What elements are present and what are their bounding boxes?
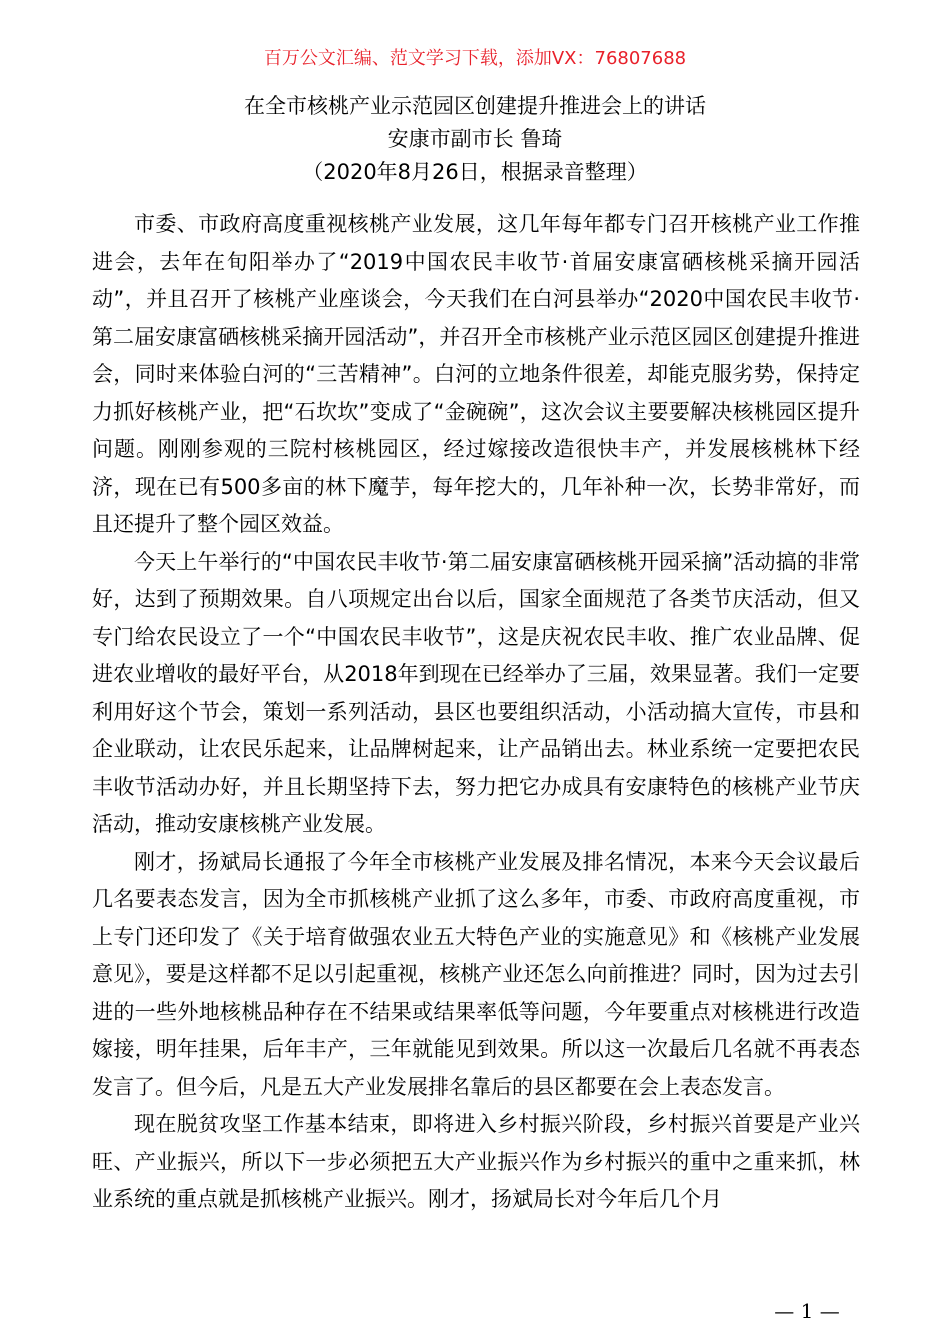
watermark-banner: 百万公文汇编、范文学习下载，添加VX：76807688	[263, 48, 687, 69]
paragraph: 现在脱贫攻坚工作基本结束，即将进入乡村振兴阶段，乡村振兴首要是产业兴旺、产业振兴，所以下一步必须把五大产业振兴作为乡村振兴的重中之重来抓，林业系统的重点就是抓核桃产业振兴。刚才，扬斌局长对今年后几个月	[92, 1112, 860, 1211]
page-number: — 1 —	[774, 1299, 840, 1323]
paragraph: 刚才，扬斌局长通报了今年全市核桃产业发展及排名情况，本来今天会议最后几名要表态发言，因为全市抓核桃产业抓了这么多年，市委、市政府高度重视，市上专门还印发了《关于培育做强农业五大特色产业的实施意见》和《核桃产业发展意见》，要是这样都不足以引起重视，核桃产业还怎么向前推进？同时，因为过去引进的一些外地核桃品种存在不结果或结果率低等问题，今年要重点对核桃进行改造嫁接，明年挂果，后年丰产，三年就能见到效果。所以这一次最后几名就不再表态发言了。但今后，凡是五大产业发展排名靠后的县区都要在会上表态发言。	[92, 849, 860, 1099]
paragraph: 市委、市政府高度重视核桃产业发展，这几年每年都专门召开核桃产业工作推进会，去年在旬阳举办了“2019中国农民丰收节·首届安康富硒核桃采摘开园活动”，并且召开了核桃产业座谈会，今天我们在白河县举办“2020中国农民丰收节·第二届安康富硒核桃采摘开园活动”，并召开全市核桃产业示范区园区创建提升推进会，同时来体验白河的“三苦精神”。白河的立地条件很差，却能克服劣势，保持定力抓好核桃产业，把“石坎坎”变成了“金碗碗”，这次会议主要要解决核桃园区提升问题。刚刚参观的三院村核桃园区，经过嫁接改造很快丰产，并发展核桃林下经济，现在已有500多亩的林下魔芋，每年挖大的，几年补种一次，长势非常好，而且还提升了整个园区效益。	[92, 212, 860, 536]
speaker-line: 安康市副市长 鲁琦	[387, 127, 563, 151]
paragraph: 今天上午举行的“中国农民丰收节·第二届安康富硒核桃开园采摘”活动搞的非常好，达到了预期效果。自八项规定出台以后，国家全面规范了各类节庆活动，但又专门给农民设立了一个“中国农民丰收节”，这是庆祝农民丰收、推广农业品牌、促进农业增收的最好平台，从2018年到现在已经举办了三届，效果显著。我们一定要利用好这个节会，策划一系列活动，县区也要组织活动，小活动搞大宣传，市县和企业联动，让农民乐起来，让品牌树起来，让产品销出去。林业系统一定要把农民丰收节活动办好，并且长期坚持下去，努力把它办成具有安康特色的核桃产业节庆活动，推动安康核桃产业发展。	[92, 549, 860, 836]
speech-title: 在全市核桃产业示范园区创建提升推进会上的讲话	[244, 94, 706, 118]
title-block	[0, 90, 950, 189]
date-note: （2020年8月26日，根据录音整理）	[302, 160, 648, 184]
body-text	[92, 206, 860, 1219]
